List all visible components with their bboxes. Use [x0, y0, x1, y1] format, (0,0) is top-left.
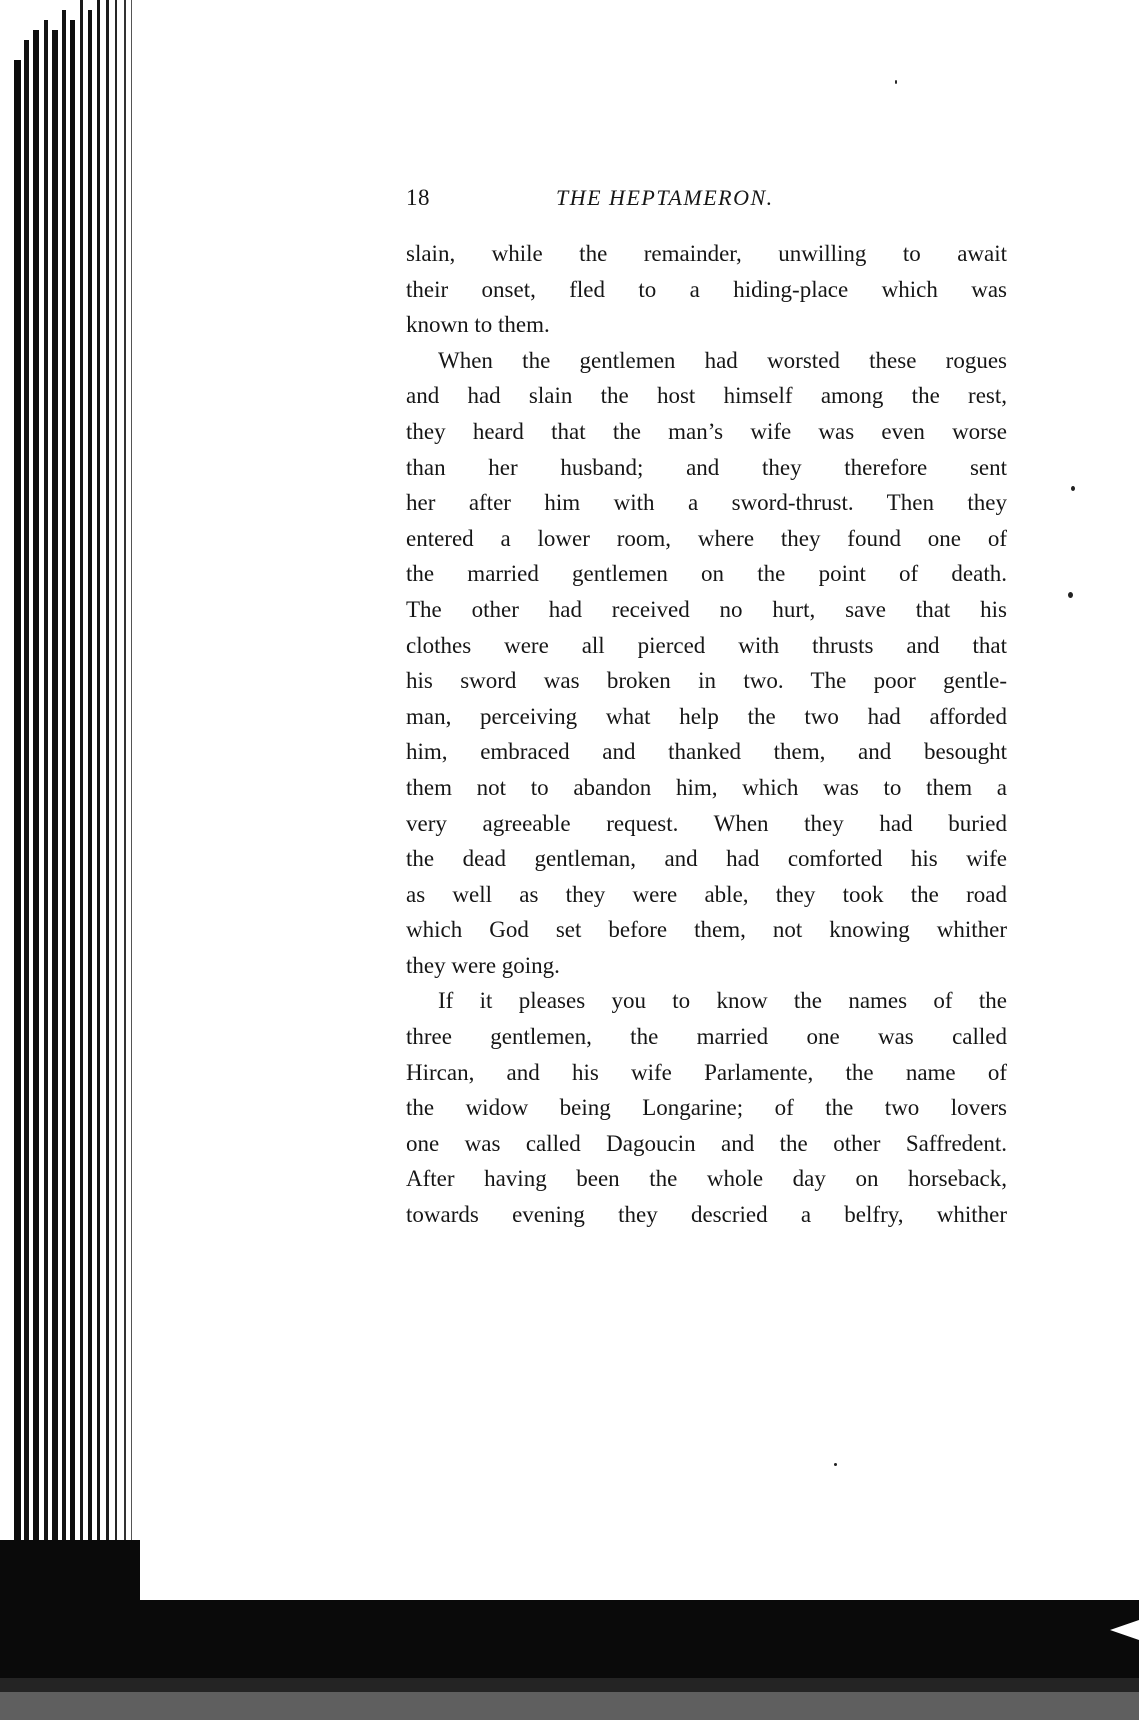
running-head: [406, 180, 1006, 216]
text-line: one was called Dagoucin and the other Saffredent.: [406, 1130, 1007, 1156]
text-line: The other had received no hurt, save that his: [406, 596, 1007, 622]
text-line: they were going.: [406, 952, 560, 978]
text-line: very agreeable request. When they had buried: [406, 810, 1007, 836]
text-line: known to them.: [406, 312, 550, 338]
text-line: clothes were all pierced with thrusts and that: [406, 632, 1007, 658]
text-line: towards evening they descried a belfry, whither: [406, 1202, 1007, 1228]
text-line: After having been the whole day on horseback,: [406, 1166, 1007, 1192]
paragraph-start-line: If it pleases you to know the names of the: [438, 988, 1007, 1014]
running-title: THE HEPTAMERON.: [556, 185, 774, 210]
page-number: 18: [406, 185, 430, 210]
text-line: which God set before them, not knowing whither: [406, 917, 1007, 943]
paragraph-start-line: When the gentlemen had worsted these rogues: [438, 347, 1007, 373]
text-line: and had slain the host himself among the rest,: [406, 383, 1007, 409]
text-line: the married gentlemen on the point of death.: [406, 561, 1007, 587]
text-line: as well as they were able, they took the road: [406, 881, 1007, 907]
book-page-edge: [0, 0, 140, 1720]
scan-speck: [834, 1463, 837, 1466]
text-line: him, embraced and thanked them, and besought: [406, 739, 1007, 765]
text-line: Hircan, and his wife Parlamente, the name of: [406, 1059, 1007, 1085]
text-line: his sword was broken in two. The poor gentle-: [406, 668, 1007, 694]
scan-speck: [1071, 486, 1075, 491]
scan-speck: [895, 80, 897, 84]
text-line: their onset, fled to a hiding-place which was: [406, 276, 1007, 302]
text-line: the dead gentleman, and had comforted his wife: [406, 846, 1007, 872]
text-line: her after him with a sword-thrust. Then they: [406, 490, 1007, 516]
text-line: entered a lower room, where they found one of: [406, 525, 1007, 551]
text-line: man, perceiving what help the two had afforded: [406, 703, 1007, 729]
scan-speck: [1068, 592, 1073, 598]
text-line: they heard that the man’s wife was even worse: [406, 418, 1007, 444]
body-text: [406, 236, 1007, 1233]
text-line: the widow being Longarine; of the two lovers: [406, 1095, 1007, 1121]
text-line: three gentlemen, the married one was called: [406, 1024, 1007, 1050]
text-line: slain, while the remainder, unwilling to await: [406, 241, 1007, 266]
text-line: than her husband; and they therefore sent: [406, 454, 1007, 480]
text-line: them not to abandon him, which was to them a: [406, 774, 1007, 800]
book-bottom-edge: [0, 1600, 1139, 1720]
